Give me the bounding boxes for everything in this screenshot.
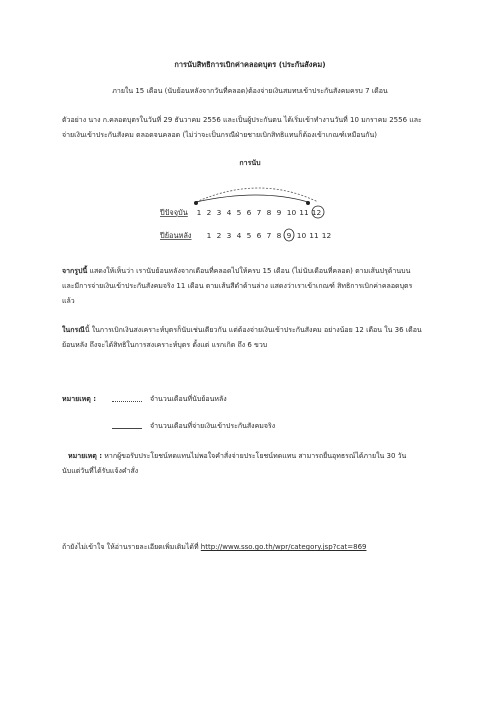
figure-paragraph-line-1 bbox=[62, 266, 410, 276]
dotted-legend-line bbox=[112, 401, 142, 402]
forward-month-2: 2 bbox=[206, 208, 212, 217]
paid-months-arc bbox=[196, 195, 308, 202]
note2-line-1 bbox=[68, 451, 406, 461]
count-heading: การนับ bbox=[239, 159, 261, 167]
backward-month-numbers bbox=[207, 231, 332, 240]
note2-text-1: หากผู้ขอรับประโยชน์ทดแทนไม่พอใจคำสั่งจ่ายประโยชน์ทดแทน สามารถยื่นอุทธรณ์ได้ภายใน 30 วัน bbox=[104, 452, 407, 460]
case-paragraph-lead: ในกรณี bbox=[62, 326, 85, 334]
forward-month-6: 6 bbox=[246, 208, 252, 217]
rule-text: ภายใน 15 เดือน (นับย้อนหลังจากวันที่คลอด)ต้องจ่ายเงินสมทบเข้าประกันสังคมครบ 7 เดือน bbox=[112, 87, 388, 95]
footer-link[interactable]: http://www.sso.go.th/wpr/category.jsp?cat=869 bbox=[200, 543, 367, 551]
footer-text: ถ้ายังไม่เข้าใจ ให้อ่านรายละเอียดเพิ่มเติมได้ที่ bbox=[62, 543, 201, 551]
backward-year-label: ปีย้อนหลัง bbox=[160, 231, 192, 240]
case-paragraph-line-2: ย้อนหลัง ถึงจะได้สิทธิในการสงเคราะห์บุตร ตั้งแต่ แรกเกิด ถึง 6 ขวบ bbox=[62, 341, 268, 349]
month-timeline-diagram bbox=[160, 180, 350, 245]
backward-month-1: 1 bbox=[206, 231, 212, 240]
footer-line bbox=[62, 542, 366, 552]
forward-month-5: 5 bbox=[236, 208, 242, 217]
backward-month-7: 7 bbox=[266, 231, 272, 240]
forward-month-numbers bbox=[197, 208, 322, 217]
note2-label: หมายเหตุ : bbox=[68, 452, 103, 460]
backward-month-11: 11 bbox=[309, 231, 319, 240]
page-title: การนับสิทธิการเบิกค่าคลอดบุตร (ประกันสังคม) bbox=[174, 60, 326, 69]
backward-month-10: 10 bbox=[296, 231, 307, 240]
backward-month-12: 12 bbox=[321, 231, 332, 240]
case-paragraph-line-1 bbox=[62, 325, 422, 335]
backward-month-8: 8 bbox=[276, 231, 282, 240]
backward-month-9: 9 bbox=[286, 231, 292, 240]
forward-month-3: 3 bbox=[216, 208, 222, 217]
figure-paragraph-line-2: และมีการจ่ายเงินเข้าประกันสังคมจริง 11 เดือน ตามเส้นสีดำด้านล่าง แสดงว่าเราเข้าเกณฑ์ สิทธิการเบิกค่าคลอดบุตร bbox=[62, 282, 413, 290]
forward-year-label: ปีปัจจุบัน bbox=[160, 208, 188, 217]
solid-legend-line bbox=[112, 428, 142, 429]
backward-month-2: 2 bbox=[216, 231, 222, 240]
figure-paragraph-rest: แสดงให้เห็นว่า เรานับย้อนหลังจากเดือนที่คลอดไปให้ครบ 15 เดือน (ไม่นับเดือนที่คลอด) ตามเส้นปรุด้านบน bbox=[87, 267, 411, 275]
forward-month-12: 12 bbox=[311, 208, 322, 217]
forward-month-7: 7 bbox=[256, 208, 262, 217]
start-marker bbox=[194, 201, 198, 205]
note2-line-2: นับแต่วันที่ได้รับแจ้งคำสั่ง bbox=[62, 467, 139, 475]
notes-label: หมายเหตุ : bbox=[62, 395, 97, 403]
figure-paragraph-line-3: แล้ว bbox=[62, 297, 75, 305]
backward-month-5: 5 bbox=[246, 231, 252, 240]
backward-month-6: 6 bbox=[256, 231, 262, 240]
case-paragraph-rest: นี้ ในการเบิกเงินสงเคราะห์บุตรก็นับเช่นเดียวกัน แต่ต้องจ่ายเงินเข้าประกันสังคม อย่างน้อย 12 เดือน ใน 36 เดือน bbox=[84, 326, 422, 334]
dotted-legend-text: จำนวนเดือนที่นับย้อนหลัง bbox=[150, 395, 227, 403]
forward-month-10: 10 bbox=[286, 208, 297, 217]
end-marker bbox=[306, 201, 310, 205]
backward-month-3: 3 bbox=[226, 231, 232, 240]
forward-month-9: 9 bbox=[276, 208, 282, 217]
example-line-2: จ่ายเงินเข้าประกันสังคม ตลอดจนคลอด (ไม่ว่าจะเป็นกรณีฝ่ายชายเบิกสิทธิแทนก็ต้องเข้าเกณฑ์เหมือนกัน) bbox=[62, 131, 378, 139]
forward-month-1: 1 bbox=[196, 208, 202, 217]
forward-month-11: 11 bbox=[299, 208, 309, 217]
figure-paragraph-lead: จากรูปนี้ bbox=[62, 267, 88, 275]
solid-legend-text: จำนวนเดือนที่จ่ายเงินเข้าประกันสังคมจริง bbox=[150, 422, 276, 430]
forward-month-4: 4 bbox=[226, 208, 232, 217]
forward-month-8: 8 bbox=[266, 208, 272, 217]
example-line-1: ตัวอย่าง นาง ก.คลอดบุตรในวันที่ 29 ธันวาคม 2556 และเป็นผู้ประกันตน ได้เริ่มเข้าทำงานวันที่ 10 มกราคม 2556 และ bbox=[62, 116, 422, 124]
backward-month-4: 4 bbox=[236, 231, 242, 240]
